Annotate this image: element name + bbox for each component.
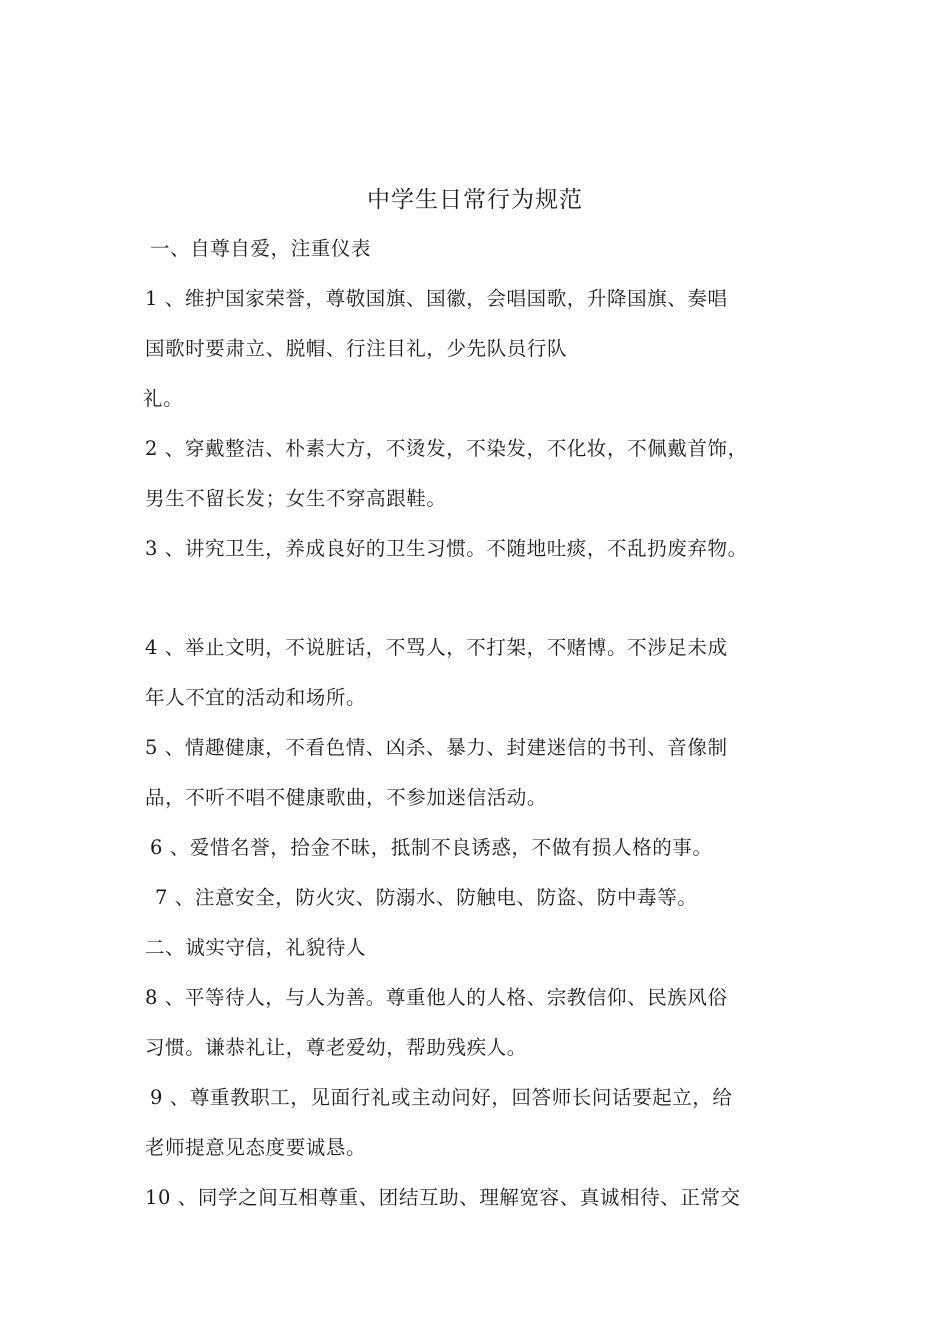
section-heading: 一、自尊自爱，注重仪表 bbox=[150, 237, 372, 260]
paragraph-line: 男生不留长发；女生不穿高跟鞋。 bbox=[145, 487, 447, 510]
paragraph-line: 4 、举止文明，不说脏话，不骂人，不打架，不赌博。不涉足未成 bbox=[145, 636, 728, 659]
document-title: 中学生日常行为规范 bbox=[367, 187, 583, 213]
paragraph-line: 3 、讲究卫生，养成良好的卫生习惯。不随地吐痰，不乱扔废弃物。 bbox=[145, 537, 748, 560]
paragraph-line: 6 、爱惜名誉，拾金不昧，抵制不良诱惑，不做有损人格的事。 bbox=[150, 836, 713, 859]
section-heading: 二、诚实守信，礼貌待人 bbox=[145, 936, 367, 959]
paragraph-line: 7 、注意安全，防火灾、防溺水、防触电、防盗、防中毒等。 bbox=[155, 886, 698, 909]
paragraph-line: 国歌时要肃立、脱帽、行注目礼，少先队员行队 bbox=[145, 337, 568, 360]
paragraph-line: 老师提意见态度要诚恳。 bbox=[145, 1136, 367, 1159]
paragraph-line: 8 、平等待人，与人为善。尊重他人的人格、宗教信仰、民族风俗 bbox=[145, 986, 728, 1009]
paragraph-line: 2 、穿戴整洁、朴素大方，不烫发，不染发，不化妆，不佩戴首饰， bbox=[145, 437, 748, 460]
paragraph-line: 品，不听不唱不健康歌曲，不参加迷信活动。 bbox=[145, 786, 548, 809]
paragraph-line: 年人不宜的活动和场所。 bbox=[145, 686, 367, 709]
paragraph-line: 1 、维护国家荣誉，尊敬国旗、国徽，会唱国歌，升降国旗、奏唱 bbox=[145, 287, 728, 310]
paragraph-line: 礼。 bbox=[143, 387, 184, 410]
paragraph-line: 10 、同学之间互相尊重、团结互助、理解宽容、真诚相待、正常交 bbox=[145, 1186, 741, 1209]
paragraph-line: 习惯。谦恭礼让，尊老爱幼，帮助残疾人。 bbox=[145, 1036, 527, 1059]
paragraph-line: 9 、尊重教职工，见面行礼或主动问好，回答师长问话要起立，给 bbox=[150, 1086, 733, 1109]
paragraph-line: 5 、情趣健康，不看色情、凶杀、暴力、封建迷信的书刊、音像制 bbox=[145, 736, 728, 759]
